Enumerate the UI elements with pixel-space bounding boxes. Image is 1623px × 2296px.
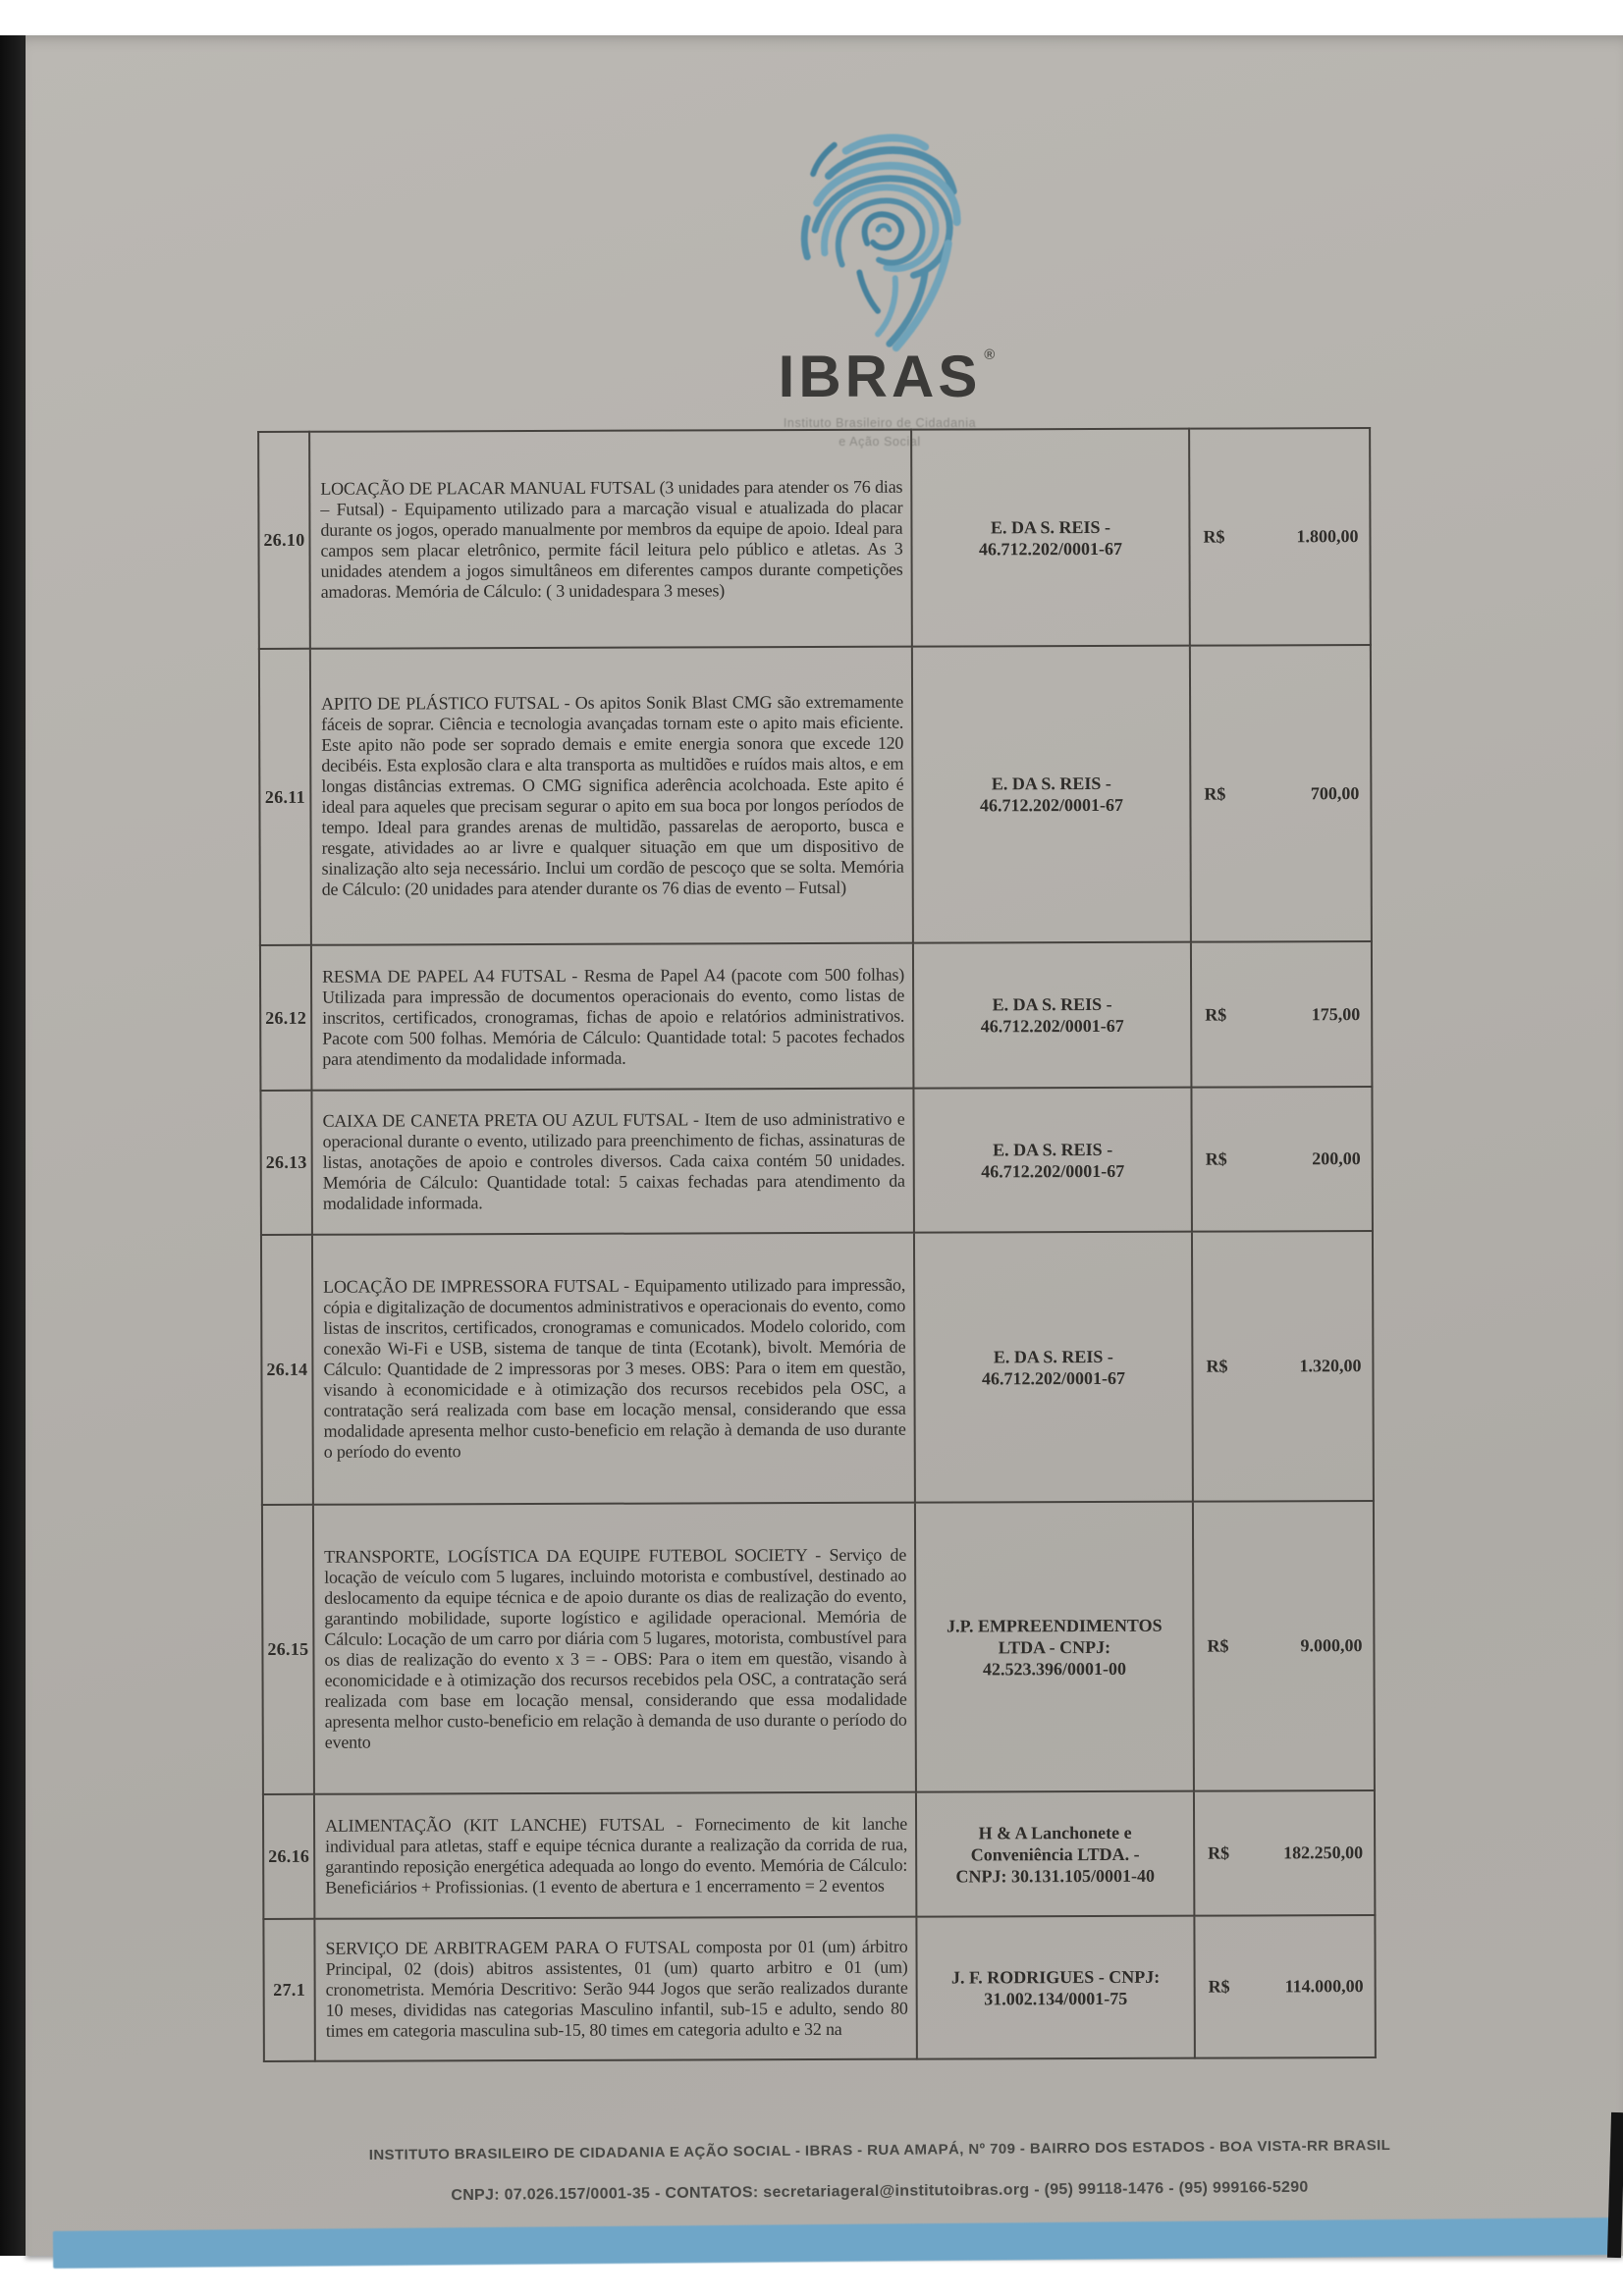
supplier-cell	[912, 646, 1191, 943]
footer-contacts-line: CNPJ: 07.026.157/0001-35 - CONTATOS: secretariageral@institutoibras.org - (95) 99118-1476 - (95) 999166-5290	[451, 2178, 1309, 2205]
value-cell	[1192, 1231, 1374, 1502]
value-cell	[1190, 645, 1372, 942]
item-number: 26.16	[263, 1794, 314, 1919]
value-cell	[1194, 1790, 1375, 1916]
currency-symbol: R$	[1205, 1148, 1227, 1169]
supplier-cell	[913, 1088, 1192, 1233]
supplier-line: J.P. EMPREENDIMENTOS	[947, 1615, 1163, 1636]
supplier-cell	[916, 1791, 1194, 1917]
supplier-line: 42.523.396/0001-00	[982, 1658, 1127, 1679]
value-cell	[1194, 1915, 1376, 2058]
supplier-line: H & A Lanchonete e	[978, 1822, 1132, 1842]
value-cell	[1189, 428, 1371, 646]
value-cell	[1193, 1501, 1375, 1791]
brand-name: IBRAS ®	[778, 344, 1000, 409]
supplier-line: E. DA S. REIS -	[992, 993, 1112, 1015]
supplier-line: J. F. RODRIGUES - CNPJ:	[950, 1966, 1161, 1988]
footer-blue-bar	[53, 2217, 1616, 2269]
scanned-page	[26, 35, 1623, 2256]
scan-edge-left	[0, 35, 27, 2256]
table-row	[262, 1501, 1375, 1794]
supplier-line: Conveniência LTDA. -	[970, 1843, 1140, 1864]
amount: 175,00	[1311, 1003, 1361, 1024]
amount: 200,00	[1312, 1148, 1361, 1169]
supplier-line: E. DA S. REIS -	[993, 1139, 1113, 1159]
footer-address-line: INSTITUTO BRASILEIRO DE CIDADANIA E AÇÃO SOCIAL - IBRAS - RUA AMAPÁ, Nº 709 - BAIRRO DOS ESTADOS - BOA VISTA-RR BRASIL	[368, 2137, 1391, 2163]
budget-table	[257, 427, 1377, 2062]
supplier-line: 31.002.134/0001-75	[984, 1988, 1128, 2008]
amount: 182.250,00	[1283, 1842, 1364, 1863]
amount: 700,00	[1310, 782, 1360, 803]
supplier-line: 46.712.202/0001-67	[979, 794, 1123, 816]
currency-symbol: R$	[1208, 1842, 1230, 1863]
item-description: CAIXA DE CANETA PRETA OU AZUL FUTSAL - Item de uso administrativo e operacional durante o evento, utilizado para preenchimento de fichas, assinaturas de listas, anotações de apoio e controles diversos. Cada caixa contém 50 unidades. Memória de Cálculo: Quantidade total: 5 caixas fechadas para atendimento da modalidade informada.	[311, 1089, 914, 1235]
supplier-line: CNPJ: 30.131.105/0001-40	[955, 1865, 1156, 1887]
table-row	[263, 1915, 1375, 2061]
supplier-line: 46.712.202/0001-67	[980, 1015, 1124, 1037]
item-description: LOCAÇÃO DE PLACAR MANUAL FUTSAL (3 unidades para atender os 76 dias – Futsal) - Equipamento utilizado para a marcação visual e atualizada do placar durante os jogos, operado manualmente por membros da equipe de apoio. Ideal para campos sem placar eletrônico, permite fácil leitura pelo público e atletas. As 3 unidades atendem a jogos simultâneos em diferentes campos durante competições amadoras. Memória de Cálculo: ( 3 unidadespara 3 meses)	[309, 430, 912, 649]
supplier-cell	[916, 1916, 1195, 2059]
tagline-line1: Instituto Brasileiro de Cidadania	[783, 416, 977, 430]
amount: 1.320,00	[1299, 1356, 1362, 1376]
supplier-cell	[913, 942, 1192, 1089]
item-number: 26.11	[259, 649, 311, 945]
table-row	[260, 941, 1373, 1091]
table-row	[263, 1790, 1375, 1919]
supplier-line: E. DA S. REIS -	[991, 773, 1111, 794]
amount: 114.000,00	[1284, 1976, 1364, 1997]
supplier-line: E. DA S. REIS -	[993, 1346, 1113, 1366]
item-number: 27.1	[263, 1919, 315, 2061]
item-number: 26.12	[260, 945, 312, 1091]
item-number: 26.15	[262, 1505, 314, 1794]
item-description: ALIMENTAÇÃO (KIT LANCHE) FUTSAL - Fornecimento de kit lanche individual para atletas, staff e equipe técnica durante a realização da corrida de rua, garantindo reposição energética adequada ao longo do evento. Memória de Cálculo: Beneficiários + Profissionias. (1 evento de abertura e 1 encerramento = 2 eventos	[314, 1792, 916, 1919]
table-row	[261, 1231, 1374, 1505]
currency-symbol: R$	[1204, 783, 1226, 804]
supplier-line: E. DA S. REIS -	[990, 516, 1110, 537]
supplier-line: 46.712.202/0001-67	[978, 538, 1123, 559]
supplier-line: 46.712.202/0001-67	[981, 1367, 1126, 1388]
item-description: LOCAÇÃO DE IMPRESSORA FUTSAL - Equipamento utilizado para impressão, cópia e digitalização de documentos administrativos e operacionais do evento, como listas de inscritos, certificados, cronogramas e comunicados. Modelo colorido, com conexão Wi-Fi e USB, sistema de tanque de tinta (Ecotank), bivolt. Memória de Cálculo: Quantidade de 2 impressoras por 3 meses. OBS: Para o item em questão, visando à economicidade e à otimização dos recursos recebidos pela OSC, a contratação será realizada com base em locação mensal, considerando que essa modalidade apresenta melhor custo-beneficio em relação à demanda de uso durante o período do evento	[312, 1233, 915, 1505]
supplier-cell	[915, 1502, 1194, 1792]
amount: 1.800,00	[1296, 526, 1359, 547]
supplier-line: 46.712.202/0001-67	[981, 1160, 1125, 1181]
currency-symbol: R$	[1206, 1356, 1228, 1376]
item-description: TRANSPORTE, LOGÍSTICA DA EQUIPE FUTEBOL SOCIETY - Serviço de locação de veículo com 5 lugares, incluindo motorista e combustível, destinado ao deslocamento da equipe técnica e de apoio durante os dias de realização do evento, garantindo mobilidade, suporte logístico e agilidade operacional. Memória de Cálculo: Locação de um carro por diária com 5 lugares, motorista, combustível para os dias de realização do evento x 3 = - OBS: Para o item em questão, visando à economicidade e à otimização dos recursos recebidos pela OSC, a contratação será realizada com base em locação mensal, considerando que essa modalidade apresenta melhor custo-beneficio em relação à demanda de uso durante o período do evento	[313, 1503, 916, 1794]
tagline-line2: e Ação Social	[839, 435, 921, 450]
supplier-cell	[911, 429, 1190, 647]
item-number: 26.10	[258, 432, 310, 649]
budget-table-body	[258, 428, 1376, 2061]
value-cell	[1191, 941, 1373, 1088]
item-description: SERVIÇO DE ARBITRAGEM PARA O FUTSAL composta por 01 (um) árbitro Principal, 02 (dois) abitros assistentes, 01 (um) quarto arbitro e 01 (um) cronometrista. Memória Descritivo: Serão 944 Jogos que serão realizados durante 10 meses, divididas nas categorias Masculino infantil, sub-15 e adulto, sendo 80 times em categoria masculina sub-15, 80 times em categoria adulto e 32 na	[314, 1917, 917, 2061]
table-row	[260, 1087, 1373, 1235]
table-row	[258, 428, 1371, 649]
currency-symbol: R$	[1207, 1635, 1229, 1656]
currency-symbol: R$	[1205, 1004, 1227, 1025]
item-number: 26.13	[260, 1091, 312, 1235]
registered-trademark: ®	[984, 347, 1000, 363]
table-row	[259, 645, 1372, 945]
currency-symbol: R$	[1203, 526, 1225, 547]
item-description: RESMA DE PAPEL A4 FUTSAL - Resma de Papel A4 (pacote com 500 folhas) Utilizada para impressão de documentos operacionais do evento, como listas de inscritos, certificados, cronogramas, fichas de apoio e relatórios administrativos. Pacote com 500 folhas. Memória de Cálculo: Quantidade total: 5 pacotes fechados para atendimento da modalidade informada.	[311, 943, 914, 1091]
item-description: APITO DE PLÁSTICO FUTSAL - Os apitos Sonik Blast CMG são extremamente fáceis de soprar. Ciência e tecnologia avançadas tornam este o apito mais eficiente. Este apito não pode ser soprado demais e emite energia sonora que excede 120 decibéis. Esta explosão clara e alta transporta as multidões e ruídos mais altos, e em longas distâncias extremas. O CMG significa aderência acolchoada. Este apito é ideal para aqueles que precisam segurar o apito em sua boca por longos períodos de tempo. Ideal para grandes arenas de multidão, passarelas de aeroporto, busca e resgate, atividades ao ar livre e qualquer situação em que um dispositivo de sinalização alto seja necessário. Inclui um cordão de pescoço que se solta. Memória de Cálculo: (20 unidades para atender durante os 76 dias de evento – Futsal)	[310, 647, 913, 945]
item-number: 26.14	[261, 1235, 313, 1505]
currency-symbol: R$	[1208, 1976, 1230, 1997]
amount: 9.000,00	[1300, 1635, 1363, 1656]
value-cell	[1191, 1087, 1373, 1232]
supplier-cell	[914, 1232, 1193, 1503]
brazil-fingerprint-icon	[774, 126, 986, 357]
ibras-logo	[664, 126, 1096, 453]
supplier-line: LTDA - CNPJ:	[998, 1636, 1111, 1657]
